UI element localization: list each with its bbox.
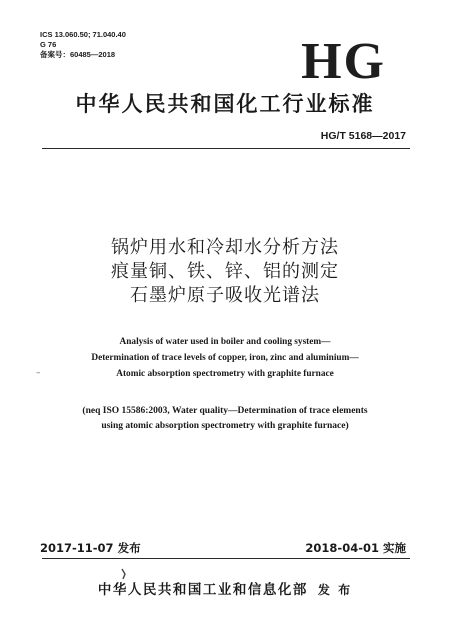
record-number: 备案号：60485—2018 [40, 50, 116, 59]
implement-date: 2018-04-01 实施 [305, 541, 406, 555]
ics-code: ICS 13.060.50; 71.040.40 [40, 30, 126, 39]
issuer-suffix: 发 布 [317, 583, 353, 597]
issuer-line [0, 578, 450, 598]
margin-mark: – [36, 368, 41, 378]
hg-logo: HG [301, 33, 386, 90]
category-code: G 76 [40, 40, 57, 49]
issue-date: 2017-11-07 发布 [40, 541, 141, 555]
cn-title-line-3: 石墨炉原子吸收光谱法 [130, 285, 320, 306]
issuer-name: 中华人民共和国工业和信息化部 [97, 582, 308, 598]
cn-title-line-1: 锅炉用水和冷却水分析方法 [111, 237, 339, 258]
equivalence-line-2: using atomic absorption spectrometry with graphite furnace) [101, 421, 349, 431]
en-title-line-2: Determination of trace levels of copper, iron, zinc and aluminium— [91, 353, 359, 363]
en-title-line-1: Analysis of water used in boiler and cooling system— [119, 337, 331, 347]
divider-bottom [42, 558, 410, 559]
divider-top [42, 148, 410, 149]
equivalence-line-1: (neq ISO 15586:2003, Water quality—Determination of trace elements [82, 406, 368, 416]
cn-title-line-2: 痕量铜、铁、锌、铝的测定 [111, 261, 339, 282]
standard-title: 中华人民共和国化工行业标准 [75, 92, 375, 116]
en-title-line-3: Atomic absorption spectrometry with graphite furnace [116, 369, 334, 379]
standard-code: HG/T 5168—2017 [320, 130, 406, 142]
